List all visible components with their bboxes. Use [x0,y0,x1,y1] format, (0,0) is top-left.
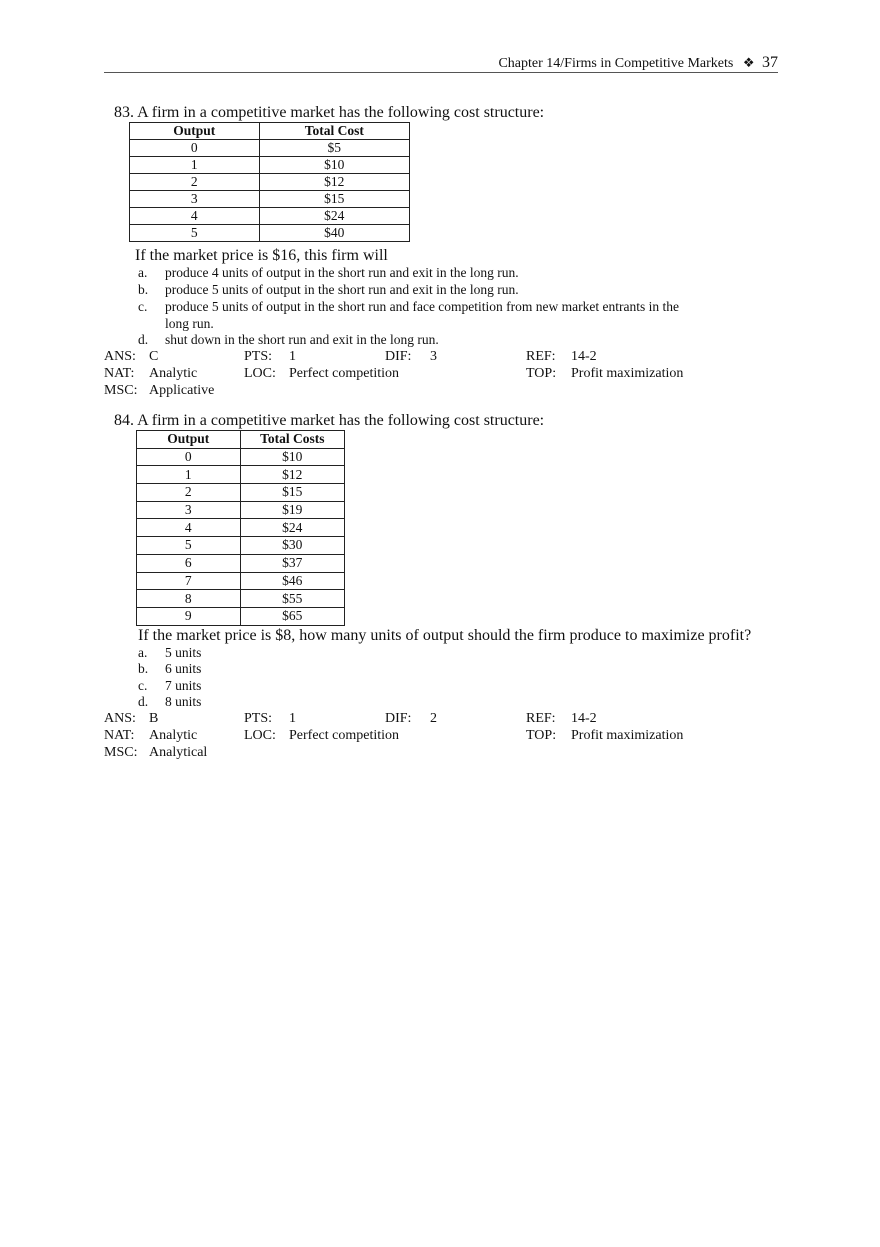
output-cell: 8 [137,590,241,608]
answer-meta-row-1 [0,711,880,729]
loc-value: Perfect competition [289,728,400,743]
cost-cell: $30 [240,537,344,555]
choice-label: d. [138,694,149,709]
output-cell: 0 [137,448,241,466]
page-number: 37 [762,54,778,71]
ans-key: ANS: [104,711,136,726]
top-value: Profit maximization [571,728,684,743]
answer-meta-row-3 [0,745,880,763]
ans-value: C [149,349,159,364]
cost-cell: $10 [240,448,344,466]
choice-label: c. [138,299,148,314]
ans-key: ANS: [104,349,136,364]
cost-cell: $40 [259,225,409,242]
answer-meta-row-2 [0,728,880,746]
table-row [137,466,345,484]
table-row [137,572,345,590]
dif-key: DIF: [385,711,412,726]
table-row [130,225,410,242]
table-header-row [137,431,345,449]
choice-text: 5 units [165,645,202,660]
choice-text: 6 units [165,661,202,676]
top-value: Profit maximization [571,366,684,381]
msc-value: Analytical [149,745,208,760]
table-row [137,590,345,608]
output-cell: 3 [137,501,241,519]
table-row [130,157,410,174]
loc-key: LOC: [244,366,276,381]
output-cell: 7 [137,572,241,590]
cost-cell: $19 [240,501,344,519]
output-cell: 5 [130,225,260,242]
question-lead: If the market price is $16, this firm will [135,247,388,264]
dif-value: 3 [430,349,437,364]
choice-text: long run. [165,316,214,331]
ref-key: REF: [526,349,556,364]
output-cell: 6 [137,554,241,572]
choice-label: c. [138,678,148,693]
cost-cell: $65 [240,607,344,625]
ornament-icon: ❖ [742,55,755,70]
cost-cell: $37 [240,554,344,572]
output-cell: 4 [130,208,260,225]
table-row [137,448,345,466]
choice-label: a. [138,265,148,280]
output-cell: 2 [130,174,260,191]
choice-text: produce 4 units of output in the short run and exit in the long run. [165,265,519,280]
cost-table [136,430,345,626]
dif-key: DIF: [385,349,412,364]
output-cell: 1 [130,157,260,174]
output-cell: 3 [130,191,260,208]
pts-value: 1 [289,711,296,726]
table-row [137,501,345,519]
msc-key: MSC: [104,383,138,398]
nat-value: Analytic [149,728,198,743]
pts-value: 1 [289,349,296,364]
cost-cell: $12 [240,466,344,484]
nat-key: NAT: [104,728,135,743]
table-row [137,519,345,537]
choice-text: 7 units [165,678,202,693]
question-stem: 83. A firm in a competitive market has the following cost structure: [114,104,545,121]
header-text-group [498,54,778,72]
cost-cell: $15 [259,191,409,208]
top-key: TOP: [526,366,557,381]
cost-cell: $5 [259,140,409,157]
choice-text: 8 units [165,694,202,709]
choice-label: b. [138,282,149,297]
choice-text: produce 5 units of output in the short run and face competition from new market entrants in the [165,299,679,314]
cost-cell: $24 [259,208,409,225]
msc-key: MSC: [104,745,138,760]
loc-key: LOC: [244,728,276,743]
choice-label: b. [138,661,149,676]
table-row [137,484,345,502]
cost-cell: $15 [240,484,344,502]
choice-text: shut down in the short run and exit in the long run. [165,332,439,347]
choice-text: produce 5 units of output in the short run and exit in the long run. [165,282,519,297]
output-cell: 0 [130,140,260,157]
output-cell: 1 [137,466,241,484]
cost-cell: $46 [240,572,344,590]
cost-cell: $12 [259,174,409,191]
answer-meta-row-2 [0,366,880,384]
loc-value: Perfect competition [289,366,400,381]
ref-key: REF: [526,711,556,726]
chapter-title: Chapter 14/Firms in Competitive Markets [498,56,734,71]
choice-label: d. [138,332,149,347]
output-cell: 5 [137,537,241,555]
cost-table [129,122,410,242]
dif-value: 2 [430,711,437,726]
ref-value: 14-2 [571,349,597,364]
table-row [137,554,345,572]
top-key: TOP: [526,728,557,743]
ref-value: 14-2 [571,711,597,726]
question-stem: 84. A firm in a competitive market has the following cost structure: [114,412,545,429]
question-lead: If the market price is $8, how many units of output should the firm produce to maximize profit? [138,627,752,644]
ans-value: B [149,711,159,726]
table-row [130,174,410,191]
table-row [130,191,410,208]
choice-label: a. [138,645,148,660]
running-header [104,50,778,73]
cost-cell: $24 [240,519,344,537]
column-header-output: Output [130,123,260,140]
table-row [137,537,345,555]
table-row [137,607,345,625]
table-header-row [130,123,410,140]
table-row [130,140,410,157]
answer-meta-row-3 [0,383,880,401]
cost-cell: $10 [259,157,409,174]
column-header-total-cost: Total Cost [259,123,409,140]
nat-value: Analytic [149,366,198,381]
column-header-output: Output [137,431,241,449]
nat-key: NAT: [104,366,135,381]
output-cell: 2 [137,484,241,502]
output-cell: 4 [137,519,241,537]
table-row [130,208,410,225]
cost-cell: $55 [240,590,344,608]
msc-value: Applicative [149,383,215,398]
pts-key: PTS: [244,711,273,726]
pts-key: PTS: [244,349,273,364]
column-header-total-costs: Total Costs [240,431,344,449]
output-cell: 9 [137,607,241,625]
answer-meta-row-1 [0,349,880,367]
